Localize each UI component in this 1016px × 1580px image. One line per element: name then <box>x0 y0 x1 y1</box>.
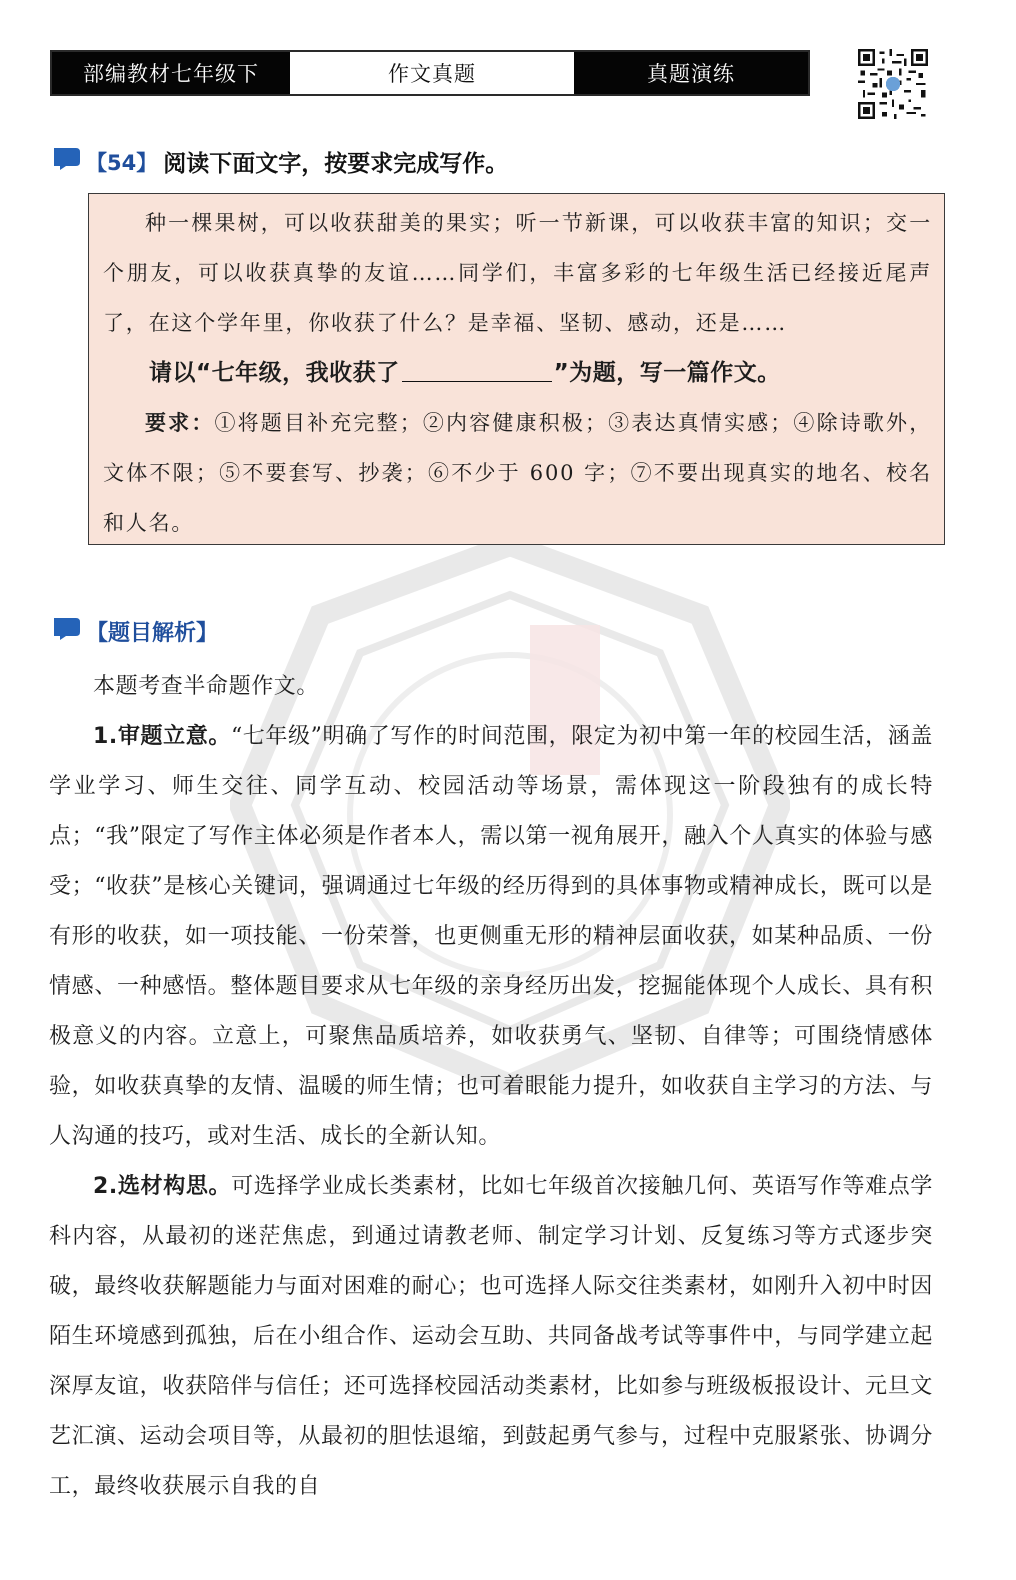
requirements-label: 要求： <box>145 411 215 435</box>
analysis-body <box>49 662 933 1512</box>
question-title: 阅读下面文字，按要求完成写作。 <box>163 151 509 177</box>
paragraph-2-lead: 2.选材构思。 <box>93 1174 232 1199</box>
prompt-topic-line <box>103 348 932 398</box>
topic-prefix: 请以“七年级，我收获了 <box>149 360 400 386</box>
flag-icon <box>52 146 82 170</box>
topic-suffix: ”为题，写一篇作文。 <box>553 360 781 386</box>
prompt-requirements <box>103 398 932 548</box>
analysis-title: 【题目解析】 <box>86 621 219 646</box>
paragraph-2-text: 可选择学业成长类素材，比如七年级首次接触几何、英语写作等难点学科内容，从最初的迷茫焦虑，到通过请教老师、制定学习计划、反复练习等方式逐步突破，最终收获解题能力与面对困难的耐心；也可选择人际交往类素材，如刚升入初中时因陌生环境感到孤独，后在小组合作、运动会互助、共同备战考试等事件中，与同学建立起深厚友谊，收获陪伴与信任；还可选择校园活动类素材，比如参与班级板报设计、元旦文艺汇演、运动会项目等，从最初的胆怯退缩，到鼓起勇气参与，过程中克服紧张、协调分工，最终收获展示自我的自 <box>49 1174 933 1499</box>
paragraph-1-text: “七年级”明确了写作的时间范围，限定为初中第一年的校园生活，涵盖学业学习、师生交往、同学互动、校园活动等场景，需体现这一阶段独有的成长特点；“我”限定了写作主体必须是作者本人，需以第一视角展开，融入个人真实的体验与感受；“收获”是核心关键词，强调通过七年级的经历得到的具体事物或精神成长，既可以是有形的收获，如一项技能、一份荣誉，也更侧重无形的精神层面收获，如某种品质、一份情感、一种感悟。整体题目要求从七年级的亲身经历出发，挖掘能体现个人成长、具有积极意义的内容。立意上，可聚焦品质培养，如收获勇气、坚韧、自律等；可围绕情感体验，如收获真挚的友情、温暖的师生情；也可着眼能力提升，如收获自主学习的方法、与人沟通的技巧，或对生活、成长的全新认知。 <box>49 724 933 1149</box>
topic-blank <box>402 357 552 382</box>
question-number: 【54】 <box>86 150 158 175</box>
header-bar <box>50 50 810 96</box>
header-category-label: 作文真题 <box>290 52 574 94</box>
prompt-paragraph: 种一棵果树，可以收获甜美的果实；听一节新课，可以收获丰富的知识；交一个朋友，可以收获真挚的友谊……同学们，丰富多彩的七年级生活已经接近尾声了，在这个学年里，你收获了什么？是幸福、坚韧、感动，还是…… <box>103 211 932 335</box>
header-grade-label: 部编教材七年级下 <box>52 52 290 94</box>
analysis-paragraph-1 <box>49 712 933 1162</box>
header-section-label: 真题演练 <box>574 52 808 94</box>
prompt-box <box>88 193 945 545</box>
qr-code-icon <box>858 49 928 119</box>
requirements-text: ①将题目补充完整；②内容健康积极；③表达真情实感；④除诗歌外，文体不限；⑤不要套写、抄袭；⑥不少于 600 字；⑦不要出现真实的地名、校名和人名。 <box>103 411 933 535</box>
paragraph-1-lead: 1.审题立意。 <box>93 724 231 749</box>
analysis-intro: 本题考查半命题作文。 <box>93 674 320 699</box>
question-heading <box>52 145 508 178</box>
analysis-paragraph-2 <box>49 1162 933 1512</box>
flag-icon <box>52 616 82 640</box>
analysis-heading <box>52 616 218 647</box>
